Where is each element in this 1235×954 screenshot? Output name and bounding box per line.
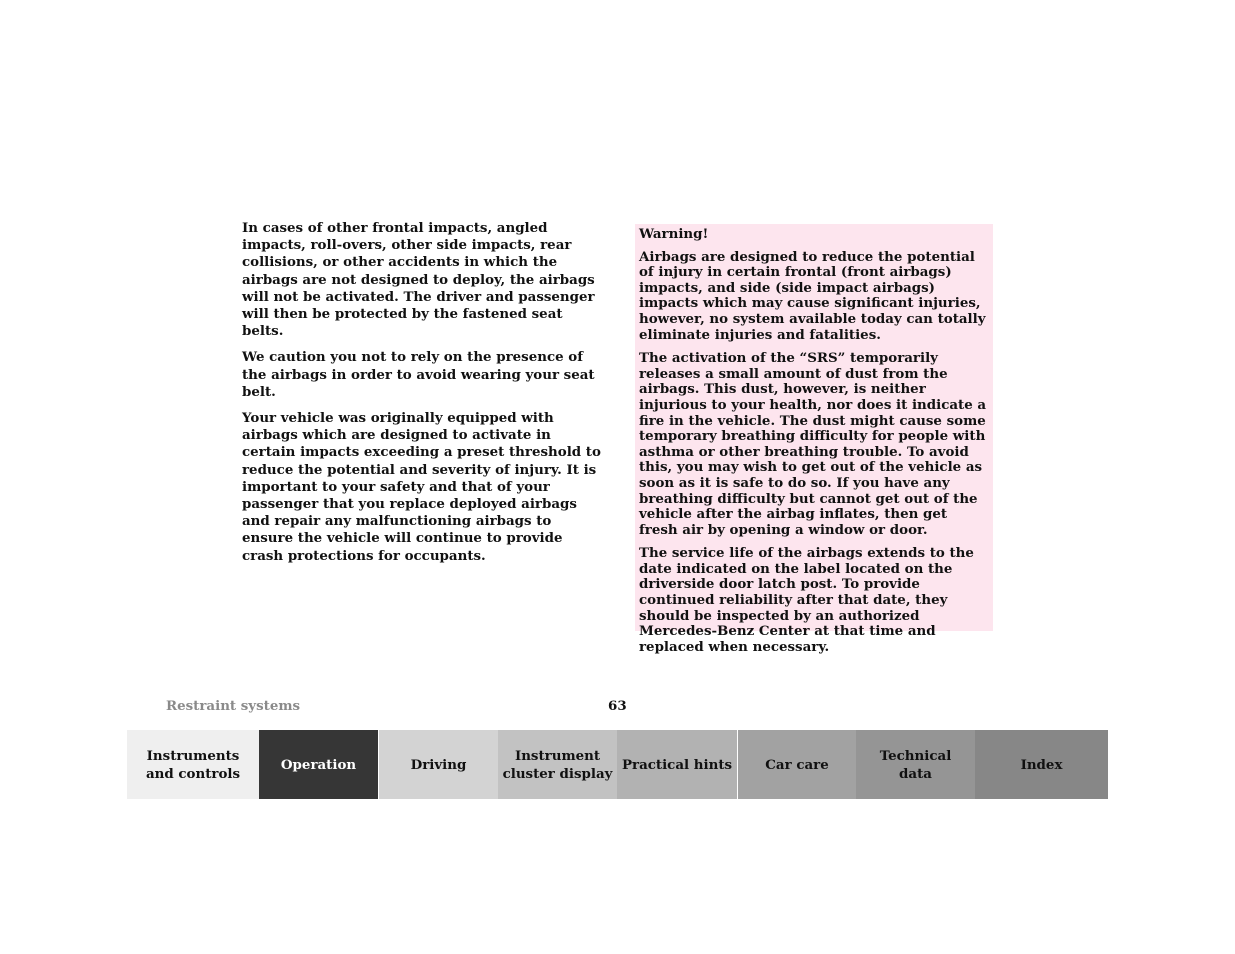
main-text-column <box>242 220 602 574</box>
tab-instruments-and-controls[interactable] <box>127 730 259 799</box>
tab-car-care[interactable] <box>737 730 856 799</box>
chapter-navigation <box>127 730 1108 799</box>
tab-label: Driving <box>410 756 467 773</box>
tab-index[interactable] <box>975 730 1108 799</box>
tab-label: Operation <box>280 756 357 773</box>
tab-driving[interactable] <box>378 730 498 799</box>
tab-instrument-cluster-display[interactable] <box>498 730 617 799</box>
tab-technical-data[interactable] <box>856 730 975 799</box>
tab-label: Index <box>1020 756 1063 773</box>
warning-paragraph-injury: Airbags are designed to reduce the potential of injury in certain frontal (front airbags) impacts, and side (side impact airbags) impacts which may cause significant injuries, however, no system available today can totally eliminate injuries and fatalities. <box>639 248 986 343</box>
warning-title: Warning! <box>639 226 709 242</box>
tab-practical-hints[interactable] <box>617 730 737 799</box>
tab-label: Car care <box>765 756 829 773</box>
paragraph-other-impacts: In cases of other frontal impacts, angled impacts, roll-overs, other side impacts, rear collisions, or other accidents in which the airbags are not designed to deploy, the airbags will not be activated. The driver and passenger will then be protected by the fastened seat belts. <box>242 220 595 340</box>
tab-label: Technical data <box>879 747 952 782</box>
tab-label: Instrument cluster display <box>502 747 613 782</box>
tab-label: Practical hints <box>621 756 733 773</box>
warning-paragraph-dust: The activation of the “SRS” temporarily releases a small amount of dust from the airbags. This dust, however, is neither injurious to your health, nor does it indicate a fire in the vehicle. The dust might cause some temporary breathing difficulty for people with asthma or other breathing trouble. To avoid this, you may wish to get out of the vehicle as soon as it is safe to do so. If you have any breathing difficulty but cannot get out of the vehicle after the airbag inflates, then get fresh air by opening a window or door. <box>639 350 987 538</box>
paragraph-airbag-replacement: Your vehicle was originally equipped with airbags which are designed to activate in certain impacts exceeding a preset threshold to reduce the potential and severity of injury. It is important to your safety and that of your passenger that you replace deployed airbags and repair any malfunctioning airbags to ensure the vehicle will continue to provide crash protections for occupants. <box>242 410 601 564</box>
tab-operation[interactable] <box>259 730 378 799</box>
page-number: 63 <box>608 698 627 714</box>
warning-box <box>635 224 993 655</box>
warning-paragraph-service-life: The service life of the airbags extends to the date indicated on the label located on the driverside door latch post. To provide continued reliability after that date, they should be inspected by an authorized Mercedes-Benz Center at that time and replaced when necessary. <box>639 545 974 655</box>
section-title: Restraint systems <box>166 698 301 714</box>
tab-label: Instruments and controls <box>145 747 241 782</box>
paragraph-seat-belt-caution: We caution you not to rely on the presence of the airbags in order to avoid wearing your seat belt. <box>242 349 595 400</box>
